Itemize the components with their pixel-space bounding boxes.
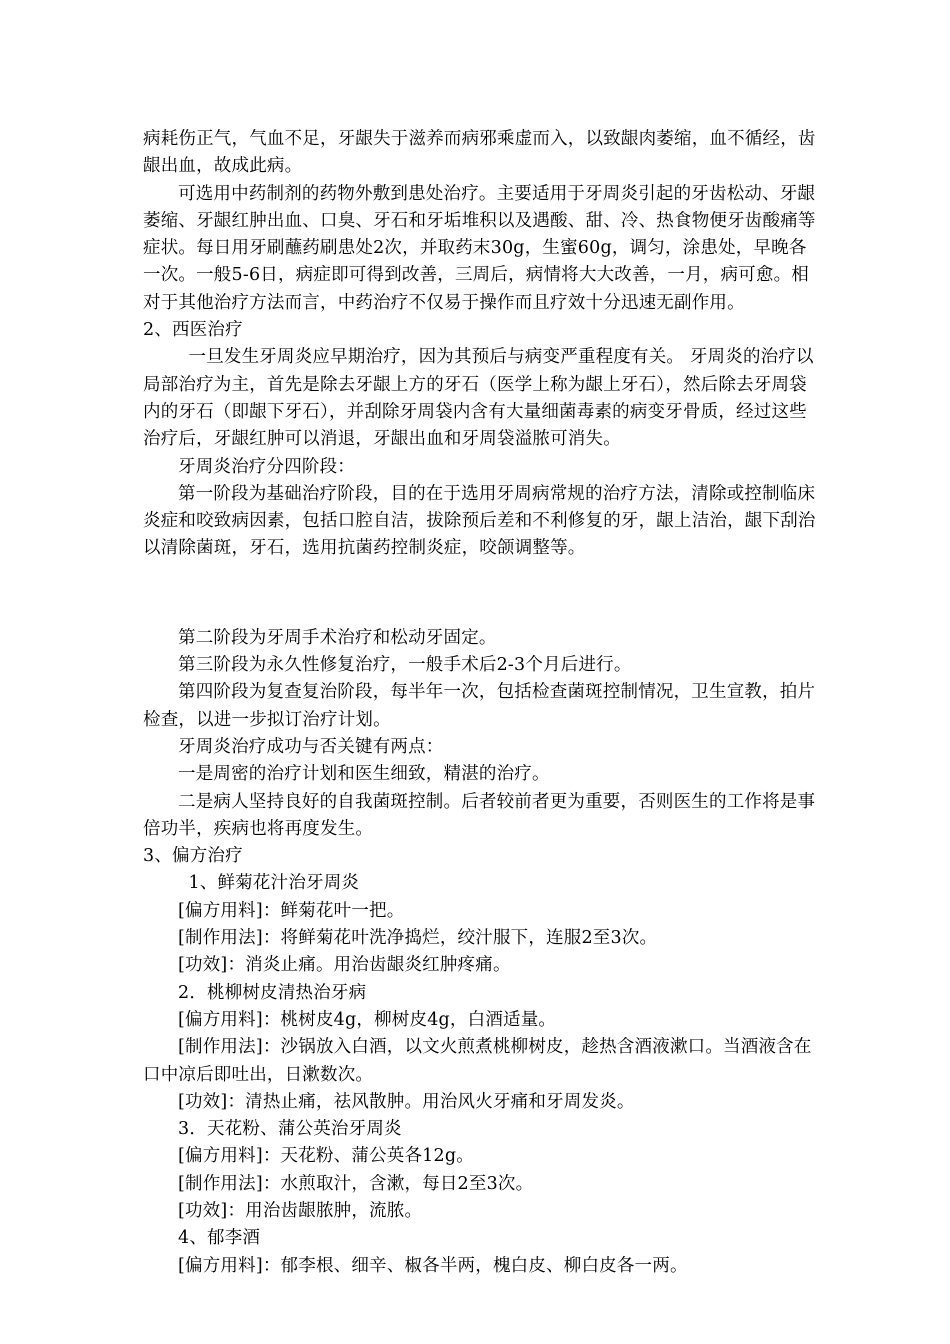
paragraph: 可选用中药制剂的药物外敷到患处治疗。主要适用于牙周炎引起的牙齿松动、牙龈萎缩、牙龈红肿出血、口臭、牙石和牙垢堆积以及遇酸、甜、冷、热食物便牙齿酸痛等症状。每日用牙刷蘸药刷患处2次，并取药末30g，生蜜60g，调匀，涂患处，早晚各一次。一般5-6日，病症即可得到改善，三周后，病情将大大改善，一月，病可愈。相对于其他治疗方法而言，中药治疗不仅易于操作而且疗效十分迅速无副作用。 <box>143 183 816 313</box>
paragraph: [功效]：用治齿龈脓肿，流脓。 <box>178 1200 423 1221</box>
paragraph: [偏方用料]：鲜菊花叶一把。 <box>178 900 405 921</box>
paragraph: 一旦发生牙周炎应早期治疗，因为其预后与病变严重程度有关。 牙周炎的治疗以局部治疗为主，首先是除去牙龈上方的牙石（医学上称为龈上牙石），然后除去牙周袋内的牙石（即龈下牙石），并刮除牙周袋内含有大量细菌毒素的病变牙骨质，经过这些治疗后，牙龈红肿可以消退，牙龈出血和牙周袋溢脓可消失。 <box>143 347 814 450</box>
paragraph: 第三阶段为永久性修复治疗，一般手术后2-3个月后进行。 <box>178 655 632 676</box>
blank-line <box>143 580 823 607</box>
paragraph: 牙周炎治疗成功与否关键有两点： <box>178 736 444 757</box>
paragraph: 第一阶段为基础治疗阶段，目的在于选用牙周病常规的治疗方法，清除或控制临床炎症和咬致病因素，包括口腔自洁，拔除预后差和不利修复的牙，龈上洁治，龈下刮治以清除菌斑，牙石，选用抗菌药控制炎症，咬颌调整等。 <box>143 483 816 559</box>
paragraph: 1、鲜菊花汁治牙周炎 <box>188 873 360 894</box>
paragraph: 2．桃柳树皮清热治牙病 <box>178 982 367 1003</box>
paragraph: [制作用法]：沙锅放入白酒，以文火煎煮桃柳树皮，趁热含酒液漱口。当酒液含在口中凉后即吐出，日漱数次。 <box>143 1037 812 1085</box>
paragraph: 3、偏方治疗 <box>143 846 243 867</box>
paragraph: 第四阶段为复查复治阶段，每半年一次，包括检查菌斑控制情况，卫生宣教，拍片检查，以进一步拟订治疗计划。 <box>143 682 816 730</box>
paragraph: 4、郁李酒 <box>178 1228 261 1249</box>
paragraph: [功效]：消炎止痛。用治齿龈炎红肿疼痛。 <box>178 955 511 976</box>
paragraph: 第二阶段为牙周手术治疗和松动牙固定。 <box>178 627 497 648</box>
paragraph: [制作用法]：水煎取汁，含漱，每日2至3次。 <box>178 1173 534 1194</box>
paragraph: 牙周炎治疗分四阶段： <box>178 456 355 477</box>
paragraph: [偏方用料]：天花粉、蒲公英各12g。 <box>178 1146 474 1167</box>
paragraph: 一是周密的治疗计划和医生细致，精湛的治疗。 <box>178 764 550 785</box>
document-page <box>143 126 823 1280</box>
paragraph: [偏方用料]：桃树皮4g，柳树皮4g，白酒适量。 <box>178 1009 557 1030</box>
paragraph: [偏方用料]：郁李根、细辛、椒各半两，槐白皮、柳白皮各一两。 <box>178 1255 688 1276</box>
paragraph: 3．天花粉、蒲公英治牙周炎 <box>178 1119 402 1140</box>
paragraph: [制作用法]：将鲜菊花叶洗净捣烂，绞汁服下，连服2至3次。 <box>178 928 658 949</box>
paragraph: 2、西医治疗 <box>143 320 243 341</box>
paragraph: 病耗伤正气，气血不足，牙龈失于滋养而病邪乘虚而入，以致龈肉萎缩，血不循经，齿龈出血，故成此病。 <box>143 129 816 177</box>
paragraph: [功效]：清热止痛，祛风散肿。用治风火牙痛和牙周发炎。 <box>178 1091 635 1112</box>
paragraph: 二是病人坚持良好的自我菌斑控制。后者较前者更为重要，否则医生的工作将是事倍功半，疾病也将再度发生。 <box>143 791 816 839</box>
